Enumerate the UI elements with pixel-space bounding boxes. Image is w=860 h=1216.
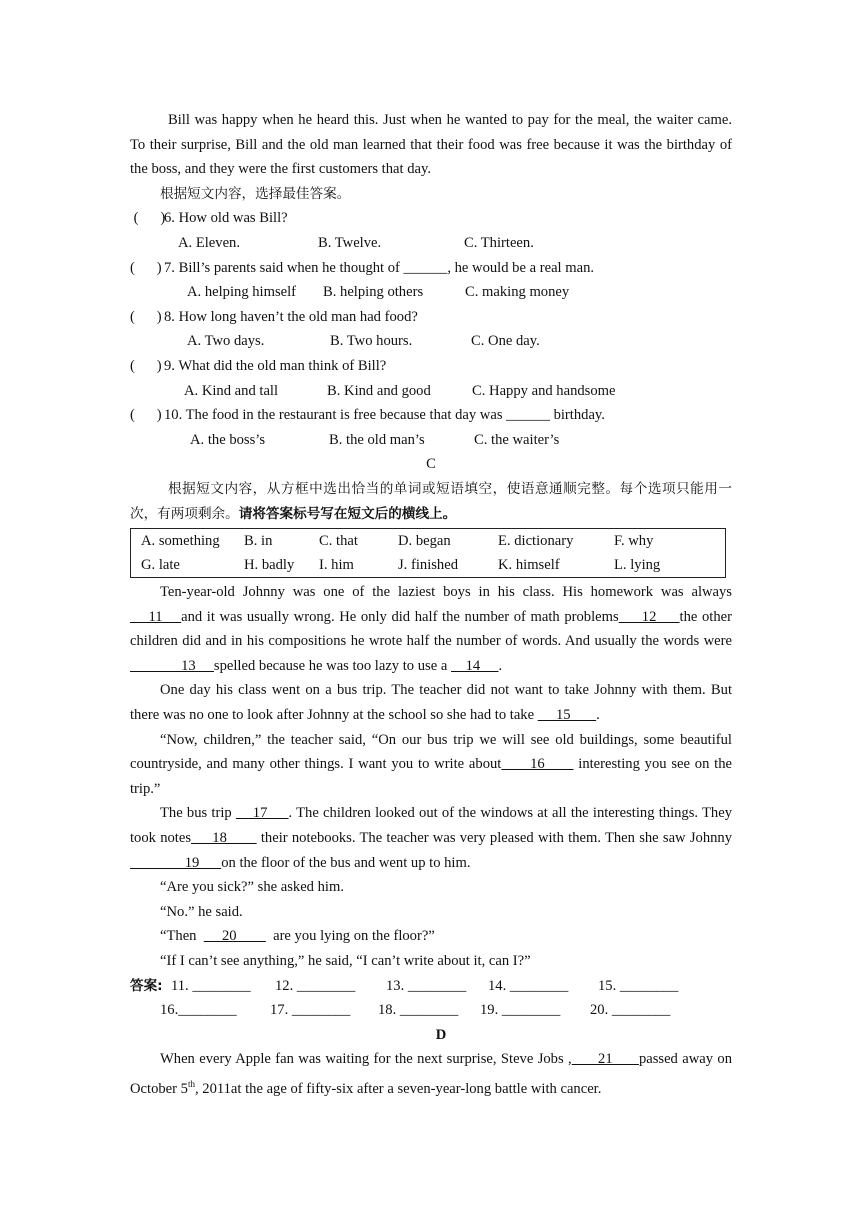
passage-c-paragraph-5: “Are you sick?” she asked him. [160, 879, 344, 896]
text: , 2011at the age of fifty-six after a seven-year-long battle with cancer. [194, 1080, 602, 1097]
answer-blank: 12. ________ [275, 977, 356, 994]
passage-c-paragraph-6: “No.” he said. [160, 903, 243, 920]
text: are you lying on the floor?” [265, 928, 435, 945]
passage-d-paragraph-1 [130, 1047, 732, 1101]
answer-blank: 13. ________ [386, 977, 467, 994]
blank-20: 20 [203, 928, 266, 945]
blank-14: 14 [451, 657, 499, 674]
option-b: B. the old man’s [329, 431, 425, 448]
passage-c-paragraph-8: “If I can’t see anything,” he said, “I can’t write about it, can I?” [160, 953, 531, 969]
answer-blank: 18. ________ [378, 1002, 459, 1019]
word-option: B. in [244, 533, 273, 550]
answer-blank: 15. ________ [598, 977, 679, 994]
answer-label: 答案: [130, 977, 163, 994]
question-10 [130, 403, 732, 452]
question-7 [130, 256, 732, 305]
word-option: J. finished [398, 557, 458, 574]
word-option: G. late [141, 557, 180, 574]
option-b: B. Two hours. [330, 333, 413, 350]
word-option: A. something [141, 533, 220, 550]
text: . [596, 707, 600, 724]
word-box-row [141, 553, 725, 577]
option-a: A. Two days. [187, 333, 265, 350]
text: and it was usually wrong. He only did half the number of math problems [181, 608, 619, 625]
passage-c-paragraph-1 [130, 580, 732, 678]
question-8 [130, 305, 732, 354]
blank-18: 18 [191, 830, 257, 847]
answer-paren: ( ) [130, 259, 162, 276]
blank-21: 21 [571, 1051, 639, 1068]
word-option: H. badly [244, 557, 295, 574]
blank-15: 15 [537, 707, 597, 724]
instruction-b: 根据短文内容，选择最佳答案。 [160, 185, 351, 202]
text: “Now, children,” the teacher said, “On our bus trip we will see old buildings, some beautiful countryside, and many other things. I want you to write about [130, 731, 732, 773]
option-a: A. Kind and tall [184, 382, 279, 399]
blank-19: 19 [130, 854, 222, 871]
word-box-row [141, 529, 725, 553]
option-b: B. Twelve. [318, 234, 382, 251]
answer-paren: ( ) [130, 357, 162, 374]
blank-17: 17 [235, 805, 289, 822]
passage-c-paragraph-7 [130, 924, 732, 949]
text: Ten-year-old Johnny was one of the laziest boys in his class. His homework was always [160, 584, 732, 601]
answer-row-2 [130, 998, 732, 1023]
section-d-heading: D [435, 1026, 447, 1043]
answer-blank: 14. ________ [488, 977, 569, 994]
passage-c-paragraph-3 [130, 728, 732, 802]
word-option: K. himself [498, 557, 560, 574]
option-b: B. Kind and good [327, 382, 431, 399]
text: When every Apple fan was waiting for the next surprise, Steve Jobs , [160, 1051, 572, 1068]
option-c: C. the waiter’s [474, 431, 560, 448]
word-option: I. him [319, 557, 354, 574]
text: the other children did and in his compositions he wrote half the number of words. And usually the words were [130, 608, 732, 650]
text: The bus trip [160, 805, 236, 822]
text: One day his class went on a bus trip. The teacher did not want to take Johnny with them. But there was no one to look after Johnny at the school so she had to take [130, 682, 732, 724]
answer-paren: ( ) [130, 407, 162, 424]
passage-b-ending: Bill was happy when he heard this. Just when he wanted to pay for the meal, the waiter came. To their surprise, Bill and the old man learned that their food was free because it was the birthday of the boss, and they were the first customers that day. [130, 112, 732, 178]
question-6 [130, 206, 732, 255]
question-stem: 8. How long haven’t the old man had food? [164, 308, 418, 325]
text: “Then [160, 928, 204, 945]
passage-c-paragraph-2 [130, 678, 732, 727]
worksheet-page [130, 108, 732, 1101]
text: interesting you see on the trip.” [130, 756, 733, 797]
option-a: A. helping himself [187, 284, 297, 301]
blank-16: 16 [501, 756, 574, 773]
instruction-bold-text: 请将答案标号写在短文后的横线上。 [238, 505, 457, 522]
option-c: C. Happy and handsome [472, 382, 616, 399]
word-box [130, 528, 726, 578]
word-option: C. that [319, 533, 358, 550]
word-option: D. began [398, 533, 451, 550]
answer-blank: 20. ________ [590, 1002, 671, 1019]
blank-11: 11 [130, 608, 182, 625]
option-c: C. Thirteen. [464, 234, 534, 251]
text: on the floor of the bus and went up to him. [221, 854, 471, 871]
answer-blank: 19. ________ [480, 1002, 561, 1019]
question-stem: 7. Bill’s parents said when he thought of ______, he would be a real man. [164, 259, 595, 276]
section-c-heading: C [426, 456, 436, 473]
answer-row-1 [130, 974, 732, 999]
word-option: F. why [614, 533, 654, 550]
ordinal-suffix: th [187, 1078, 195, 1089]
question-9 [130, 354, 732, 403]
answer-paren: ( ) [130, 308, 162, 325]
question-stem: 10. The food in the restaurant is free because that day was ______ birthday. [164, 407, 605, 424]
option-c: C. making money [465, 284, 570, 301]
option-a: A. the boss’s [190, 431, 265, 448]
question-stem: 6. How old was Bill? [164, 210, 288, 227]
blank-12: 12 [618, 608, 680, 625]
word-option: L. lying [614, 557, 661, 574]
text: their notebooks. The teacher was very pleased with them. Then she saw Johnny [256, 830, 733, 847]
text: . [498, 657, 503, 674]
passage-c-paragraph-4 [130, 801, 732, 875]
text: . The children looked out of the windows at all the interesting things. They took notes [130, 805, 732, 847]
question-stem: 9. What did the old man think of Bill? [164, 357, 387, 374]
option-b: B. helping others [323, 284, 424, 301]
option-c: C. One day. [471, 333, 540, 350]
answer-blank: 17. ________ [270, 1002, 351, 1019]
text: spelled because he was too lazy to use a [213, 657, 451, 674]
blank-13: 13 [130, 657, 214, 674]
answer-blank: 16.________ [160, 1002, 237, 1019]
option-a: A. Eleven. [178, 234, 241, 251]
section-c-instruction [130, 477, 732, 526]
answer-blank: 11. ________ [171, 977, 251, 994]
answer-paren: ( ) [130, 210, 166, 227]
word-option: E. dictionary [498, 533, 574, 550]
text: passed away on October 5 [130, 1051, 733, 1097]
instruction-text: 根据短文内容，从方框中选出恰当的单词或短语填空，使语意通顺完整。每个选项只能用一次，有两项剩余。 [130, 480, 732, 522]
